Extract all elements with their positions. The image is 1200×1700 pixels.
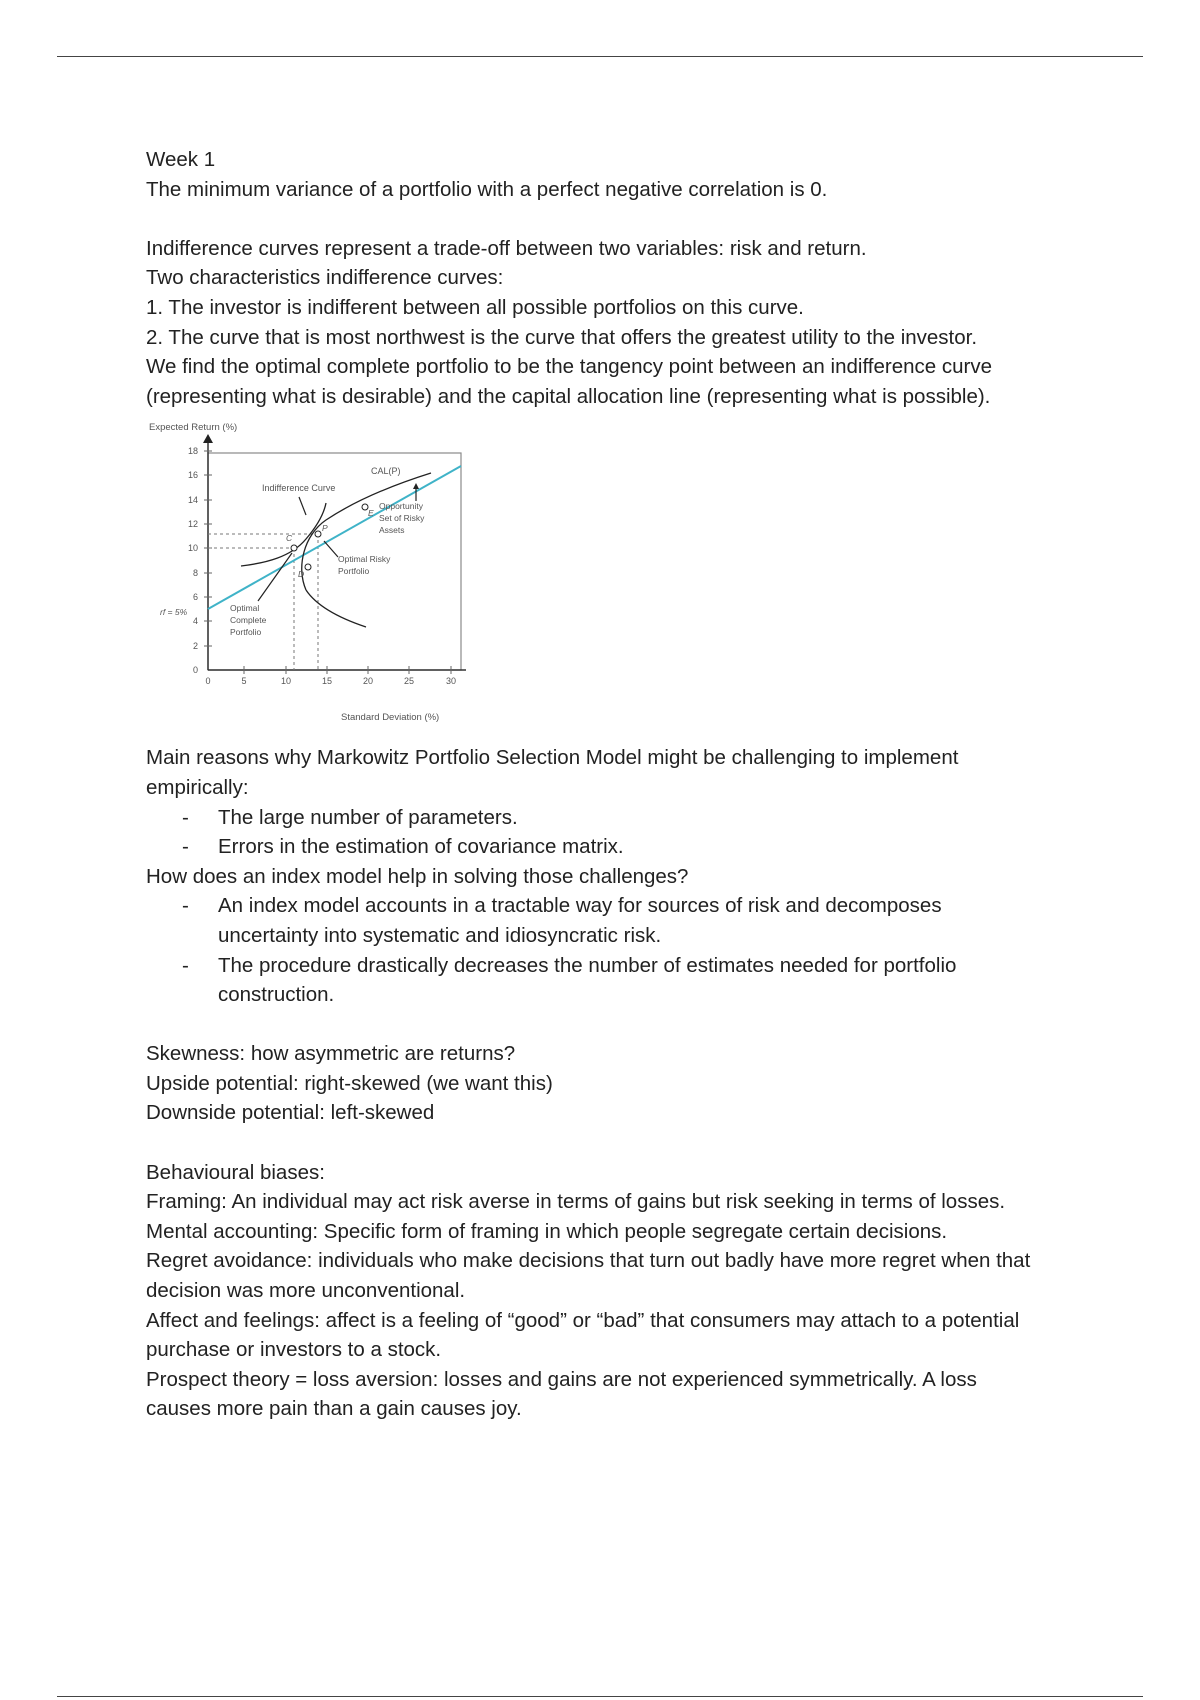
list-item: - Errors in the estimation of covariance matrix. xyxy=(218,832,1046,862)
x-tick-label: 5 xyxy=(241,676,247,687)
min-variance-text: The minimum variance of a portfolio with a perfect negative correlation is 0. xyxy=(146,177,828,201)
x-tick-label: 25 xyxy=(403,676,415,687)
framing-text: Framing: An individual may act risk averse in terms of gains but risk seeking in terms of losses. xyxy=(146,1190,1006,1214)
opportunity-label-2: Set of Risky xyxy=(379,513,425,524)
cal-label: CAL(P) xyxy=(371,466,401,477)
x-tick-label: 15 xyxy=(321,676,333,687)
header-rule xyxy=(57,56,1143,57)
optimal-complete-label-3: Portfolio xyxy=(230,627,262,638)
characteristic-2: 2. The curve that is most northwest is the curve that offers the greatest utility to the investor. xyxy=(146,325,978,349)
indifference-pointer xyxy=(299,497,306,515)
x-tick-label: 0 xyxy=(205,676,211,687)
cal-indifference-figure xyxy=(146,417,466,727)
point-e-label: E xyxy=(368,508,374,519)
point-d-label: D xyxy=(298,569,305,580)
y-axis-arrow-icon xyxy=(203,434,213,443)
optimal-complete-label-2: Complete xyxy=(230,615,267,626)
list-item: - An index model accounts in a tractable way for sources of risk and decomposes uncertainty into systematic and idiosyncratic risk. xyxy=(218,891,1046,950)
y-tick-label: 2 xyxy=(192,641,198,652)
x-tick-label: 20 xyxy=(362,676,374,687)
markowitz-question: Main reasons why Markowitz Portfolio Selection Model might be challenging to implement empirically: xyxy=(146,746,959,799)
spacer xyxy=(146,1128,1046,1158)
dashed-guides-horizontal xyxy=(208,534,318,548)
upside-text: Upside potential: right-skewed (we want this) xyxy=(146,1071,553,1095)
affect-text: Affect and feelings: affect is a feeling of “good” or “bad” that consumers may attach to a potential purchase or investors to a stock. xyxy=(146,1308,1020,1362)
y-tick-label: 18 xyxy=(187,446,198,457)
x-axis-title: Standard Deviation (%) xyxy=(341,712,440,724)
footer-rule xyxy=(57,1696,1143,1697)
figure-svg xyxy=(146,417,466,727)
list-item: - The procedure drastically decreases the number of estimates needed for portfolio construction. xyxy=(218,951,1046,1010)
biases-heading: Behavioural biases: xyxy=(146,1160,325,1184)
point-p-marker xyxy=(315,531,321,537)
prospect-theory-text: Prospect theory = loss aversion: losses and gains are not experienced symmetrically. A loss causes more pain than a gain causes joy. xyxy=(146,1367,977,1421)
y-tick-label: 0 xyxy=(192,665,198,676)
downside-text: Downside potential: left-skewed xyxy=(146,1101,435,1125)
y-tick-label: 6 xyxy=(192,592,198,603)
point-p-label: P xyxy=(322,523,328,534)
regret-avoidance-text: Regret avoidance: individuals who make decisions that turn out badly have more regret when that decision was more unconventional. xyxy=(146,1249,1031,1303)
optimal-portfolio-text: We find the optimal complete portfolio to be the tangency point between an indifference curve (representing what is desirable) and the capital allocation line (representing what is possible). xyxy=(146,355,992,408)
index-list xyxy=(146,891,1046,1009)
opportunity-label-1: Opportunity xyxy=(379,501,423,512)
list-item: - The large number of parameters. xyxy=(218,803,1046,833)
y-tick-label: 14 xyxy=(187,495,198,506)
indifference-intro: Indifference curves represent a trade-off between two variables: risk and return. xyxy=(146,236,867,260)
opportunity-label-3: Assets xyxy=(379,525,405,536)
mental-accounting-text: Mental accounting: Specific form of framing in which people segregate certain decisions. xyxy=(146,1219,948,1243)
y-tick-label: 10 xyxy=(187,543,198,554)
document-body xyxy=(146,145,1046,1424)
week-heading: Week 1 xyxy=(146,148,216,171)
index-question: How does an index model help in solving those challenges? xyxy=(146,864,689,888)
y-tick-label: 16 xyxy=(187,470,198,481)
point-d-marker xyxy=(305,564,311,570)
spacer xyxy=(146,204,1046,234)
y-tick-label: 8 xyxy=(192,568,198,579)
skewness-text: Skewness: how asymmetric are returns? xyxy=(146,1042,516,1066)
y-axis-title: Expected Return (%) xyxy=(149,422,238,434)
markowitz-list xyxy=(146,803,1046,862)
indifference-curve-label: Indifference Curve xyxy=(262,483,336,494)
point-c-marker xyxy=(291,545,297,551)
characteristic-1: 1. The investor is indifferent between all possible portfolios on this curve. xyxy=(146,295,804,319)
y-tick-label: 12 xyxy=(187,519,198,530)
rf-label: rf = 5% xyxy=(160,607,188,618)
two-characteristics: Two characteristics indifference curves: xyxy=(146,266,504,290)
optimal-risky-label-1: Optimal Risky xyxy=(338,554,391,565)
optimal-risky-pointer xyxy=(324,541,338,557)
x-tick-label: 10 xyxy=(280,676,292,687)
point-c-label: C xyxy=(286,533,293,544)
x-ticks xyxy=(205,666,456,686)
indifference-curve xyxy=(241,503,326,566)
opportunity-set-lower-branch xyxy=(306,590,366,627)
x-tick-label: 30 xyxy=(445,676,457,687)
optimal-risky-label-2: Portfolio xyxy=(338,566,370,577)
opportunity-arrow-icon xyxy=(413,483,419,489)
optimal-complete-label-1: Optimal xyxy=(230,603,260,614)
y-tick-label: 4 xyxy=(192,616,198,627)
spacer xyxy=(146,1010,1046,1040)
